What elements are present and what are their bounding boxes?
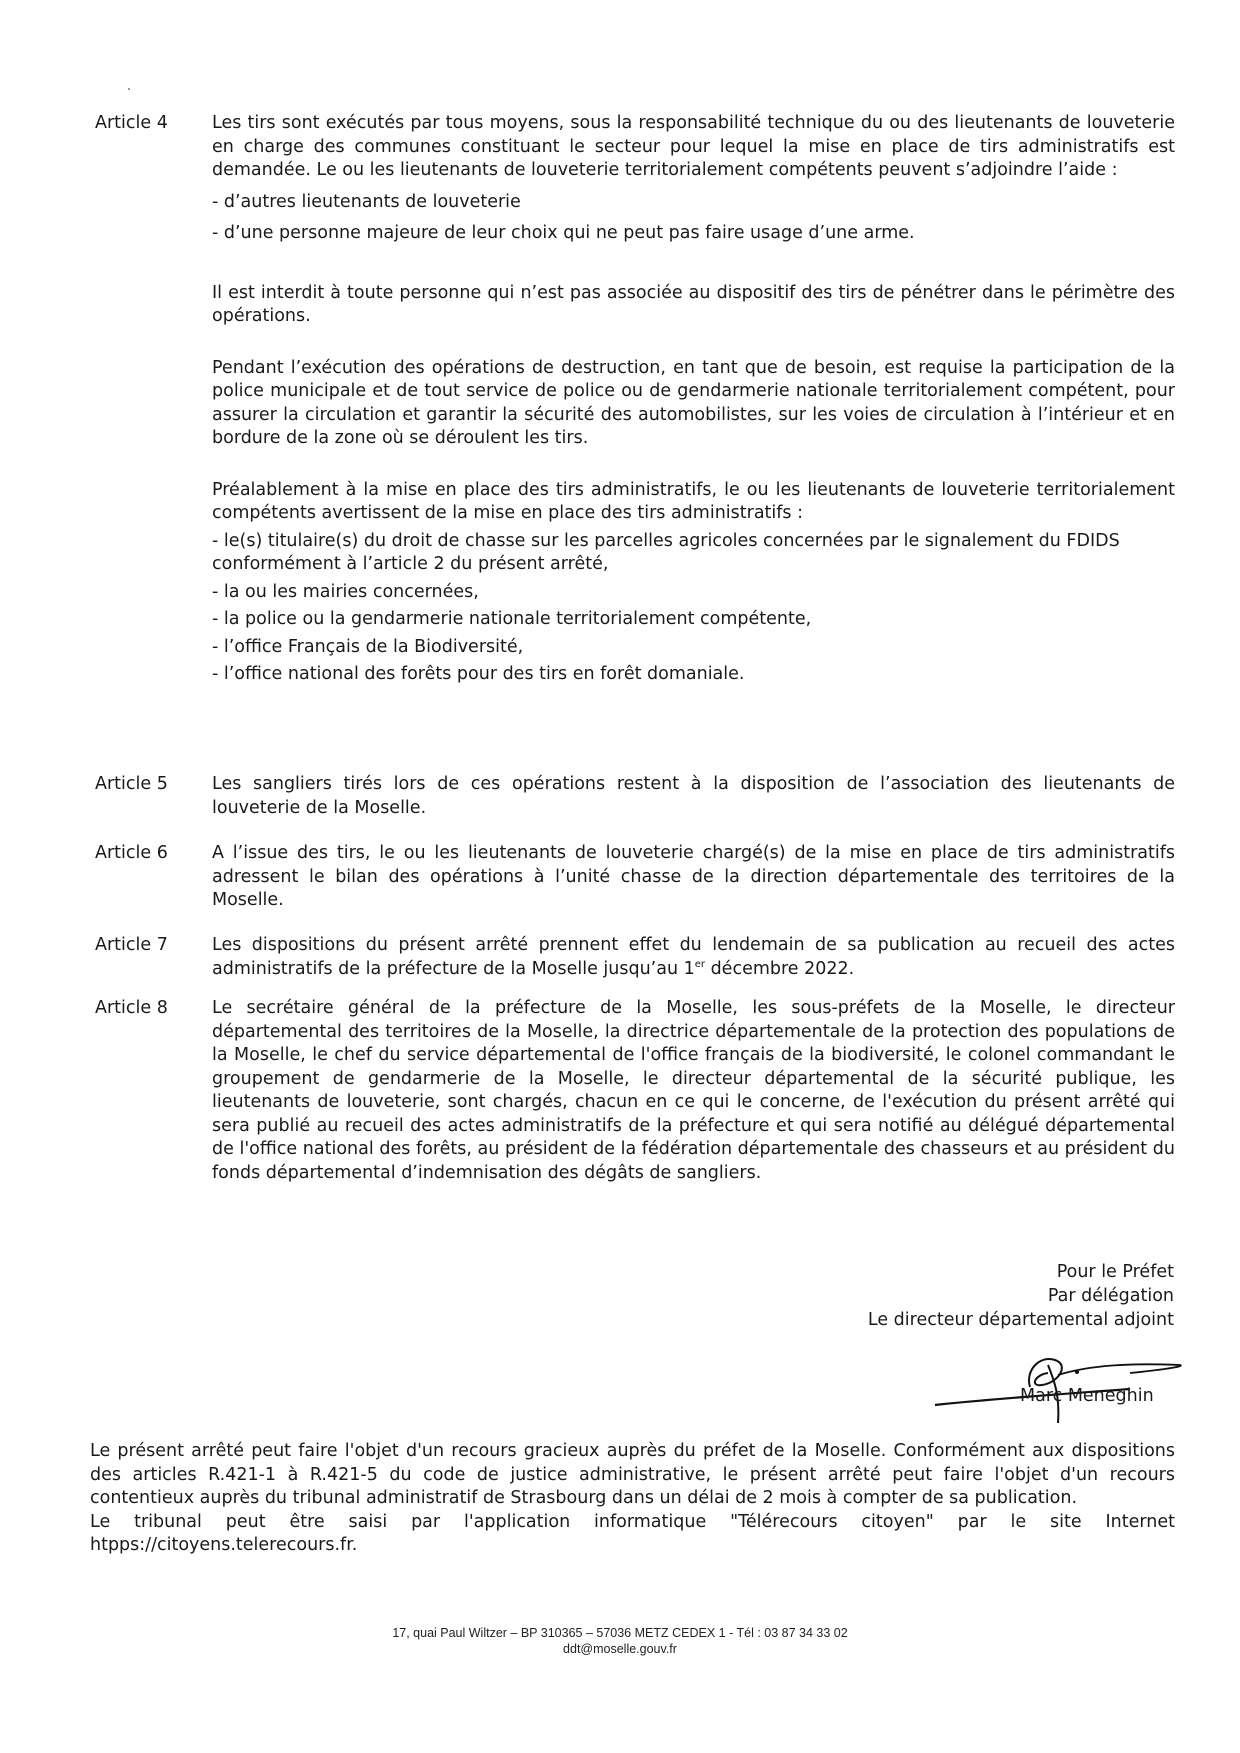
scan-speck bbox=[128, 88, 130, 90]
list-item: - la ou les mairies concernées, bbox=[212, 581, 479, 602]
article-label: Article 7 bbox=[95, 935, 168, 955]
list-item: - d’une personne majeure de leur choix qui ne peut pas faire usage d’une arme. bbox=[212, 223, 915, 243]
article-5 bbox=[95, 773, 1175, 820]
list-item: - la police ou la gendarmerie nationale territorialement compétente, bbox=[212, 609, 812, 629]
list-item: - l’office national des forêts pour des tirs en forêt domaniale. bbox=[212, 664, 745, 684]
signature-line-1: Pour le Préfet bbox=[1056, 1262, 1174, 1282]
article-label: Article 4 bbox=[95, 113, 168, 133]
article-label: Article 5 bbox=[95, 774, 168, 794]
list-item: - l’office Français de la Biodiversité, bbox=[212, 636, 524, 657]
footer-address bbox=[0, 1625, 1240, 1657]
article-body bbox=[212, 773, 1175, 820]
article-8-text: Le secrétaire général de la préfecture de la Moselle, les sous-préfets de la Moselle, le directeur départemental des territoires de la Moselle, la directrice départementale de la protection des populations de la Moselle, le chef du service départemental de l'office français de la biodiversité, le colonel commandant le groupement de gendarmerie de la Moselle, le directeur départemental de la sécurité publique, les lieutenants de louveterie, sont chargés, chacun en ce qui le concerne, de l'exécution du présent arrêté qui sera publié au recueil des actes administratifs de la préfecture et qui sera notifié au délégué départemental de l'office national des forêts, au président de la fédération départementale des chasseurs et au président du fonds départemental d’indemnisation des dégâts de sangliers. bbox=[212, 998, 1175, 1183]
article-8 bbox=[95, 997, 1175, 1185]
article-4-paragraph-4: Préalablement à la mise en place des tirs administratifs, le ou les lieutenants de louveterie territorialement compétents avertissent de la mise en place des tirs administratifs : bbox=[212, 479, 1175, 523]
article-4-intro: Les tirs sont exécutés par tous moyens, sous la responsabilité technique du ou des lieutenants de louveterie en charge des communes constituant le secteur pour lequel la mise en place de tirs administratifs est demandée. Le ou les lieutenants de louveterie territorialement compétents peuvent s’adjoindre l’aide : bbox=[212, 113, 1175, 180]
signature-block bbox=[868, 1260, 1174, 1332]
email-address: ddt@moselle.gouv.fr bbox=[563, 1642, 677, 1656]
article-5-text: Les sangliers tirés lors de ces opérations restent à la disposition de l’association des lieutenants de louveterie de la Moselle. bbox=[212, 774, 1175, 818]
article-body bbox=[212, 842, 1175, 913]
list-item: - d’autres lieutenants de louveterie bbox=[212, 191, 521, 212]
article-body bbox=[212, 934, 1175, 981]
article-body bbox=[212, 997, 1175, 1185]
article-4-paragraph-3: Pendant l’exécution des opérations de destruction, en tant que de besoin, est requise la participation de la police municipale et de tout service de police ou de gendarmerie nationale territorialement compétent, pour assurer la circulation et garantir la sécurité des automobilistes, sur les voies de circulation à l’intérieur et en bordure de la zone où se déroulent les tirs. bbox=[212, 357, 1175, 448]
article-6-text: A l’issue des tirs, le ou les lieutenants de louveterie chargé(s) de la mise en place de tirs administratifs adressent le bilan des opérations à l’unité chasse de la direction départementale des territoires de la Moselle. bbox=[212, 843, 1175, 910]
article-4 bbox=[95, 112, 1175, 687]
appeal-notice bbox=[90, 1440, 1175, 1558]
article-4-paragraph-2: Il est interdit à toute personne qui n’est pas associée au dispositif des tirs de pénétrer dans le périmètre des opérations. bbox=[212, 282, 1175, 326]
appeal-notice-paragraph-2: Le tribunal peut être saisi par l'application informatique "Télérecours citoyen" par le site Internet htpps://citoyens.telerecours.fr. bbox=[90, 1511, 1175, 1555]
article-label: Article 6 bbox=[95, 843, 168, 863]
signature-line-2: Par délégation bbox=[1047, 1286, 1174, 1306]
article-7-text-end: décembre 2022. bbox=[705, 958, 855, 979]
list-item: - le(s) titulaire(s) du droit de chasse sur les parcelles agricoles concernées par le signalement du FDIDS conformément à l’article 2 du présent arrêté, bbox=[212, 530, 1120, 574]
signer-name: Marc Meneghin bbox=[1020, 1386, 1154, 1406]
article-6 bbox=[95, 842, 1175, 913]
handwritten-signature bbox=[930, 1335, 1190, 1425]
article-7 bbox=[95, 934, 1175, 981]
ordinal-superscript: er bbox=[694, 958, 706, 970]
article-7-text bbox=[212, 934, 1175, 981]
appeal-notice-paragraph-1: Le présent arrêté peut faire l'objet d'un recours gracieux auprès du préfet de la Moselle. Conformément aux dispositions des articles R.421-1 à R.421-5 du code de justice administrative, le présent arrêté peut faire l'objet d'un recours contentieux auprès du tribunal administratif de Strasbourg dans un délai de 2 mois à compter de sa publication. bbox=[90, 1441, 1175, 1508]
signature-line-3: Le directeur départemental adjoint bbox=[867, 1310, 1174, 1330]
address-line: 17, quai Paul Wiltzer – BP 310365 – 57036 METZ CEDEX 1 - Tél : 03 87 34 33 02 bbox=[392, 1626, 848, 1640]
article-label: Article 8 bbox=[95, 998, 168, 1018]
article-7-text-start: Les dispositions du présent arrêté prennent effet du lendemain de sa publication au recueil des actes administratifs de la préfecture de la Moselle jusqu’au 1 bbox=[212, 935, 1175, 979]
article-body bbox=[212, 112, 1175, 687]
